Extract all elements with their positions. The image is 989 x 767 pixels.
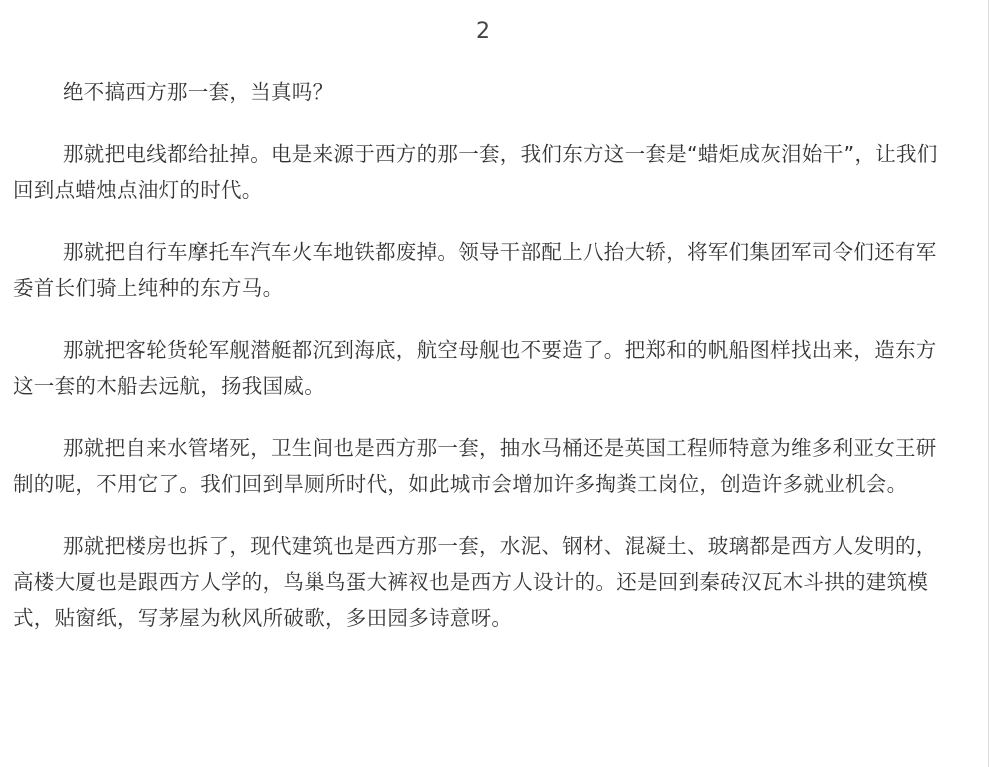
paragraph-2: 那就把电线都给扯掉。电是来源于西方的那一套，我们东方这一套是“蜡炬成灰泪始干”，让我们回到点蜡烛点油灯的时代。 [13, 142, 938, 202]
paragraph-4: 那就把客轮货轮军舰潜艇都沉到海底，航空母舰也不要造了。把郑和的帆船图样找出来，造东方这一套的木船去远航，扬我国威。 [13, 338, 937, 398]
page-number: 2 [476, 19, 490, 44]
paragraph-6: 那就把楼房也拆了，现代建筑也是西方那一套，水泥、钢材、混凝土、玻璃都是西方人发明的，高楼大厦也是跟西方人学的，鸟巢鸟蛋大裤衩也是西方人设计的。还是回到秦砖汉瓦木斗拱的建筑模式，贴窗纸，写茅屋为秋风所破歌，多田园多诗意呀。 [13, 534, 937, 630]
paragraph-1: 绝不搞西方那一套，当真吗？ [63, 80, 334, 104]
paragraph-3: 那就把自行车摩托车汽车火车地铁都废掉。领导干部配上八抬大轿，将军们集团军司令们还有军委首长们骑上纯种的东方马。 [13, 240, 937, 300]
paragraph-5: 那就把自来水管堵死，卫生间也是西方那一套，抽水马桶还是英国工程师特意为维多利亚女王研制的呢，不用它了。我们回到旱厕所时代，如此城市会增加许多掏粪工岗位，创造许多就业机会。 [13, 436, 937, 496]
article-body [13, 74, 953, 662]
